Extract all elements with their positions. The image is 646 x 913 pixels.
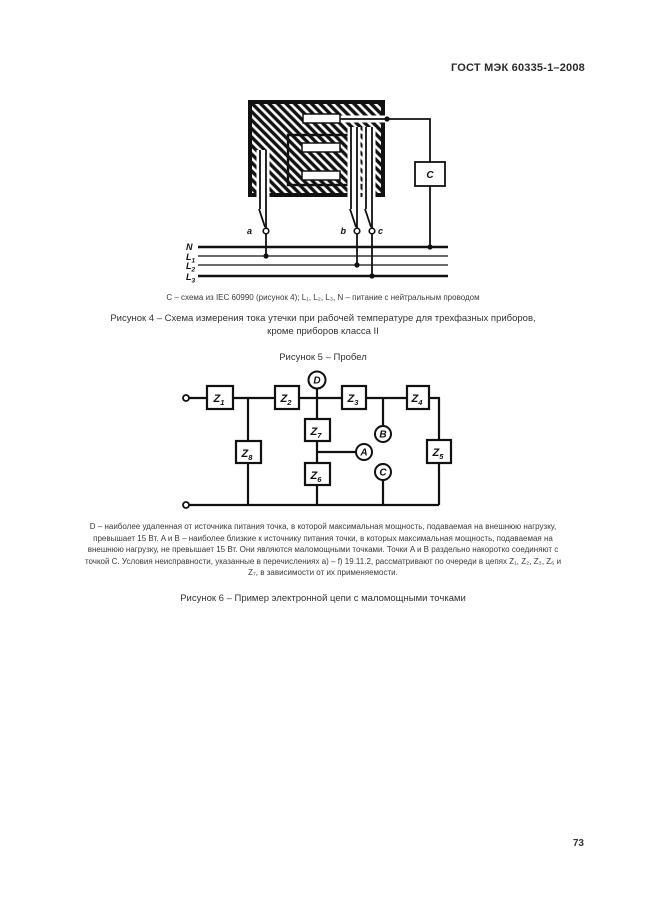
impedance-z1-label: $Z_1$ — [213, 393, 225, 407]
switch-contacts — [263, 228, 375, 234]
figure6-caption: Рисунок 6 – Пример электронной цепи с маломощными точками — [180, 593, 466, 604]
standard-number-header: ГОСТ МЭК 60335-1–2008 — [450, 62, 585, 74]
impedance-z8-label: $Z_8$ — [241, 448, 253, 462]
line-label-l1: $L_1$ — [186, 252, 196, 265]
measuring-circuit-label: C — [426, 170, 434, 181]
impedance-z2-label: $Z_2$ — [280, 393, 292, 407]
figure6-note-line3: внешнюю нагрузку, не превышает 15 Вт. Они являются маломощными точками. Точки A и B раздельно накоротко соединяют с — [87, 545, 559, 554]
switch-c-blade — [365, 209, 371, 227]
switch-b-contact — [354, 228, 360, 234]
figure6-note-line4: точкой C. Условия неисправности, указанные в перечислениях a) – f) 19.11.2, рассматривают по очереди в цепях Z₁, Z₂, Z₃, Z₆ и — [84, 556, 562, 566]
switch-a-label: a — [246, 226, 252, 236]
figure4-caption-line1: Рисунок 4 – Схема измерения тока утечки при рабочей температуре для трехфазных приборов, — [110, 313, 536, 324]
switch-a-blade — [259, 209, 265, 227]
page-number: 73 — [572, 838, 584, 849]
heating-element-3 — [302, 171, 340, 180]
heating-element-1 — [303, 114, 340, 123]
figure6-note-line2: превышает 15 Вт. A и B – наиболее близкие к источнику питания точки, в которых максимальная мощность, подаваемая на — [93, 533, 553, 543]
figure6-note-line5: Z₇, в зависимости от их применяемости. — [248, 568, 398, 577]
figure5-caption: Рисунок 5 – Пробел — [279, 352, 367, 363]
input-terminal-bottom — [183, 502, 189, 508]
input-terminal-top — [183, 395, 189, 401]
figure6-diagram — [183, 372, 451, 509]
figure4-diagram — [186, 102, 448, 285]
figure4-caption-line2: кроме приборов класса II — [267, 326, 379, 337]
switch-c-label: c — [378, 226, 384, 236]
line-label-l2: $L_2$ — [186, 261, 196, 274]
switch-c-contact — [369, 228, 375, 234]
point-d-label: D — [313, 375, 321, 387]
line-label-n: N — [186, 242, 193, 252]
switch-b-label: b — [340, 226, 346, 236]
point-a-label: A — [360, 447, 368, 459]
figure4-note: C – схема из IEC 60990 (рисунок 4); L₁, L₂, L₃, N – питание с нейтральным проводом — [166, 293, 480, 302]
impedance-z5-label: $Z_5$ — [432, 447, 444, 461]
supply-lines — [198, 247, 448, 276]
point-c-label: C — [379, 467, 387, 479]
impedance-z3-label: $Z_3$ — [347, 393, 359, 407]
line-label-l3: $L_3$ — [186, 272, 196, 285]
heating-element-2 — [302, 143, 340, 152]
impedance-z6-label: $Z_6$ — [310, 470, 322, 484]
impedance-z7-label: $Z_7$ — [310, 426, 322, 440]
switch-b-blade — [350, 209, 356, 227]
figure4-caption — [33, 312, 613, 338]
figure6-note — [33, 521, 613, 579]
figure6-note-line1: D – наиболее удаленная от источника питания точка, в которой максимальная мощность, подаваемая на внешнюю нагрузку, — [89, 522, 557, 531]
impedance-z4-label: $Z_4$ — [411, 393, 423, 407]
switch-a-contact — [263, 228, 269, 234]
point-b-label: B — [379, 429, 387, 441]
supply-line-labels — [186, 242, 196, 285]
